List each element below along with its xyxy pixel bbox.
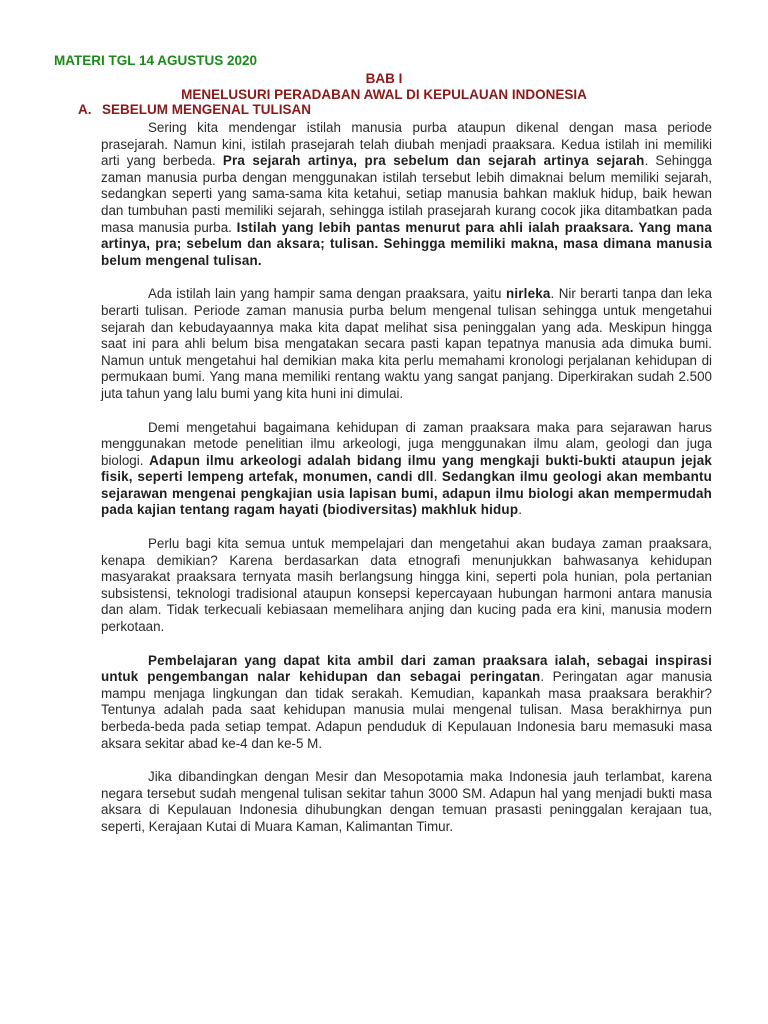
chapter-number: BAB I: [365, 71, 403, 86]
paragraph-text: . Nir berarti tanpa dan leka berarti tulisan. Periode zaman manusia purba belum mengenal tulisan sehingga untuk mengetahui sejarah dan kebudayaannya maka kita dapat melihat sisa peninggalan yang ada. Meskipun hingga saat ini para ahli belum bisa mengatakan secara pasti kapan tepatnya manusia ada dimuka bumi. Namun untuk mengetahui hal demikian maka kita perlu memahami kronologi perjalanan kehidupan di permukaan bumi. Yang mana memiliki rentang waktu yang sangat panjang. Diperkirakan sudah 2.500 juta tahun yang lalu bumi yang kita huni ini dimulai.: [101, 286, 712, 401]
paragraph-text: Perlu bagi kita semua untuk mempelajari dan mengetahui akan budaya zaman praaksara, kenapa demikian? Karena berdasarkan data etnografi menunjukkan bahwasanya kehidupan masyarakat praaksara ternyata masih berlangsung hingga kini, seperti pola hunian, pola pertanian subsistensi, teknologi tradisional ataupun konsepsi kepercayaan hubungan harmoni antara manusia dan alam. Tidak terkecuali kebiasaan memelihara anjing dan kucing pada era kini, manusia modern perkotaan.: [101, 536, 712, 635]
paragraph-text: Jika dibandingkan dengan Mesir dan Mesopotamia maka Indonesia jauh terlambat, karena negara tersebut sudah mengenal tulisan sekitar tahun 3000 SM. Adapun hal yang menjadi bukti masa aksara di Kepulauan Indonesia dihubungkan dengan temuan prasasti peninggalan kerajaan tua, seperti, Kerajaan Kutai di Muara Kaman, Kalimantan Timur.: [101, 769, 712, 834]
paragraph-6: [101, 769, 712, 835]
paragraph-2: [101, 286, 712, 402]
section-heading: [78, 102, 311, 119]
paragraph-4: [101, 536, 712, 636]
paragraph-text: Ada istilah lain yang hampir sama dengan praaksara, yaitu: [148, 286, 506, 302]
paragraph-text: Demi mengetahui bagaimana kehidupan di zaman praaksara maka para sejarawan harus menggunakan metode penelitian ilmu arkeologi, juga menggunakan ilmu alam, geologi dan juga biologi.: [101, 419, 712, 468]
paragraph-text: .: [433, 469, 442, 485]
bold-term: nirleka: [505, 286, 551, 302]
paragraph-1: [101, 120, 712, 269]
section-letter: A.: [78, 102, 92, 117]
paragraph-text: . Peringatan agar manusia mampu menjaga lingkungan dan tidak serakah. Kemudian, kapankah masa praaksara berakhir? Tentunya adalah pada saat kehidupan manusia mulai mengenal tulisan. Masa berakhirnya pun berbeda-beda pada setiap tempat. Adapun penduduk di Kepulauan Indonesia baru memasuki masa aksara sekitar abad ke-4 dan ke-5 M.: [101, 669, 712, 751]
bold-definition: Adapun ilmu arkeologi adalah bidang ilmu yang mengkaji bukti-bukti ataupun jejak fisik, seperti lempeng artefak, monumen, candi dll: [101, 452, 712, 485]
materi-date-heading: MATERI TGL 14 AGUSTUS 2020: [54, 53, 258, 68]
section-title: SEBELUM MENGENAL TULISAN: [102, 102, 312, 117]
document-body: [101, 120, 712, 836]
paragraph-text: .: [518, 502, 522, 518]
bold-definition: Pra sejarah artinya, pra sebelum dan sejarah artinya sejarah: [222, 153, 645, 169]
bold-definition: Pembelajaran yang dapat kita ambil dari zaman praaksara ialah, sebagai inspirasi untuk pengembangan nalar kehidupan dan sebagai peringatan: [101, 652, 712, 685]
chapter-title: MENELUSURI PERADABAN AWAL DI KEPULAUAN INDONESIA: [181, 87, 587, 102]
bold-definition: Sedangkan ilmu geologi akan membantu sejarawan mengenai pengkajian usia lapisan bumi, adapun ilmu biologi akan mempermudah pada kajian tentang ragam hayati (biodiversitas) makhluk hidup: [101, 469, 712, 518]
paragraph-text: . Sehingga zaman manusia purba dengan menggunakan istilah tersebut lebih dimaknai belum memiliki sejarah, sedangkan seperti yang sama-sama kita ketahui, setiap manusia bahkan makluk hidup, baik hewan dan tumbuhan pasti memiliki sejarah, sehingga istilah prasejarah kurang cocok jika ditambatkan pada masa manusia purba.: [101, 153, 712, 235]
paragraph-5: [101, 653, 712, 753]
paragraph-text: Sering kita mendengar istilah manusia purba ataupun dikenal dengan masa periode prasejarah. Namun kini, istilah prasejarah telah diubah menjadi praaksara. Kedua istilah ini memiliki arti yang berbeda.: [101, 120, 712, 169]
bold-definition: Istilah yang lebih pantas menurut para ahli ialah praaksara. Yang mana artinya, pra; sebelum dan aksara; tulisan. Sehingga memiliki makna, masa dimana manusia belum mengenal tulisan.: [101, 219, 712, 268]
paragraph-3: [101, 420, 712, 520]
